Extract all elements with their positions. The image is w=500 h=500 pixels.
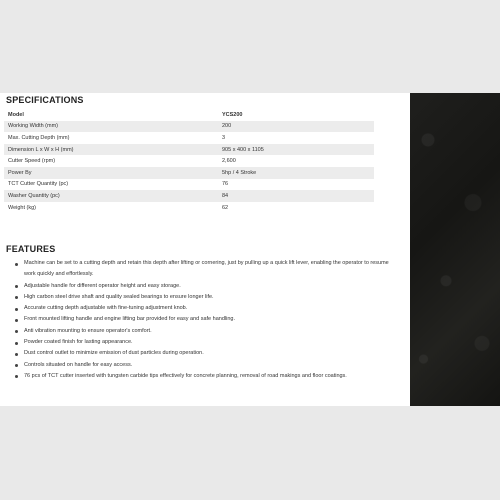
spec-label: TCT Cutter Quantity (pc) bbox=[4, 179, 218, 191]
spec-value: 905 x 400 x 1105 bbox=[218, 144, 374, 156]
spec-label: Weight (kg) bbox=[4, 202, 218, 214]
spec-value: 3 bbox=[218, 132, 374, 144]
table-row bbox=[4, 121, 374, 133]
spec-label: Cutter Speed (rpm) bbox=[4, 155, 218, 167]
spec-value: 200 bbox=[218, 121, 374, 133]
table-row bbox=[4, 202, 374, 214]
list-item: Accurate cutting depth adjustable with fine-tuning adjustment knob. bbox=[24, 303, 394, 314]
list-item: Front mounted lifting handle and engine lifting bar provided for easy and safe handling. bbox=[24, 314, 394, 325]
spec-value: 2,600 bbox=[218, 155, 374, 167]
table-row bbox=[4, 179, 374, 191]
features-list bbox=[10, 258, 394, 382]
spec-value: 5hp / 4 Stroke bbox=[218, 167, 374, 179]
specifications-table bbox=[4, 109, 374, 213]
spec-label: Power By bbox=[4, 167, 218, 179]
table-row bbox=[4, 167, 374, 179]
product-content bbox=[0, 93, 410, 406]
features-heading: FEATURES bbox=[6, 244, 56, 254]
table-row bbox=[4, 190, 374, 202]
spec-label: Dimension L x W x H (mm) bbox=[4, 144, 218, 156]
product-page bbox=[0, 93, 500, 406]
spec-value: 84 bbox=[218, 190, 374, 202]
table-header-row bbox=[4, 109, 374, 121]
table-row bbox=[4, 132, 374, 144]
table-header-label: Model bbox=[4, 109, 218, 121]
list-item: Anti vibration mounting to ensure operator's comfort. bbox=[24, 326, 394, 337]
table-row bbox=[4, 144, 374, 156]
list-item: Controls situated on handle for easy access. bbox=[24, 360, 394, 371]
specifications-heading: SPECIFICATIONS bbox=[6, 95, 84, 105]
list-item: Adjustable handle for different operator height and easy storage. bbox=[24, 281, 394, 292]
table-header-model: YCS200 bbox=[218, 109, 374, 121]
list-item: High carbon steel drive shaft and quality sealed bearings to ensure longer life. bbox=[24, 292, 394, 303]
spec-label: Washer Quantity (pc) bbox=[4, 190, 218, 202]
list-item: Machine can be set to a cutting depth and retain this depth after lifting or cornering, just by pulling up a quick lift lever, enabling the operator to resume work quickly and effortlessly. bbox=[24, 258, 394, 281]
list-item: Dust control outlet to minimize emission of dust particles during operation. bbox=[24, 348, 394, 359]
product-texture-image bbox=[410, 93, 500, 406]
spec-value: 76 bbox=[218, 179, 374, 191]
list-item: Powder coated finish for lasting appearance. bbox=[24, 337, 394, 348]
spec-value: 62 bbox=[218, 202, 374, 214]
spec-label: Working Width (mm) bbox=[4, 121, 218, 133]
table-row bbox=[4, 155, 374, 167]
spec-label: Max. Cutting Depth (mm) bbox=[4, 132, 218, 144]
list-item: 76 pcs of TCT cutter inserted with tungsten carbide tips effectively for concrete planning, removal of road makings and floor coatings. bbox=[24, 371, 394, 382]
